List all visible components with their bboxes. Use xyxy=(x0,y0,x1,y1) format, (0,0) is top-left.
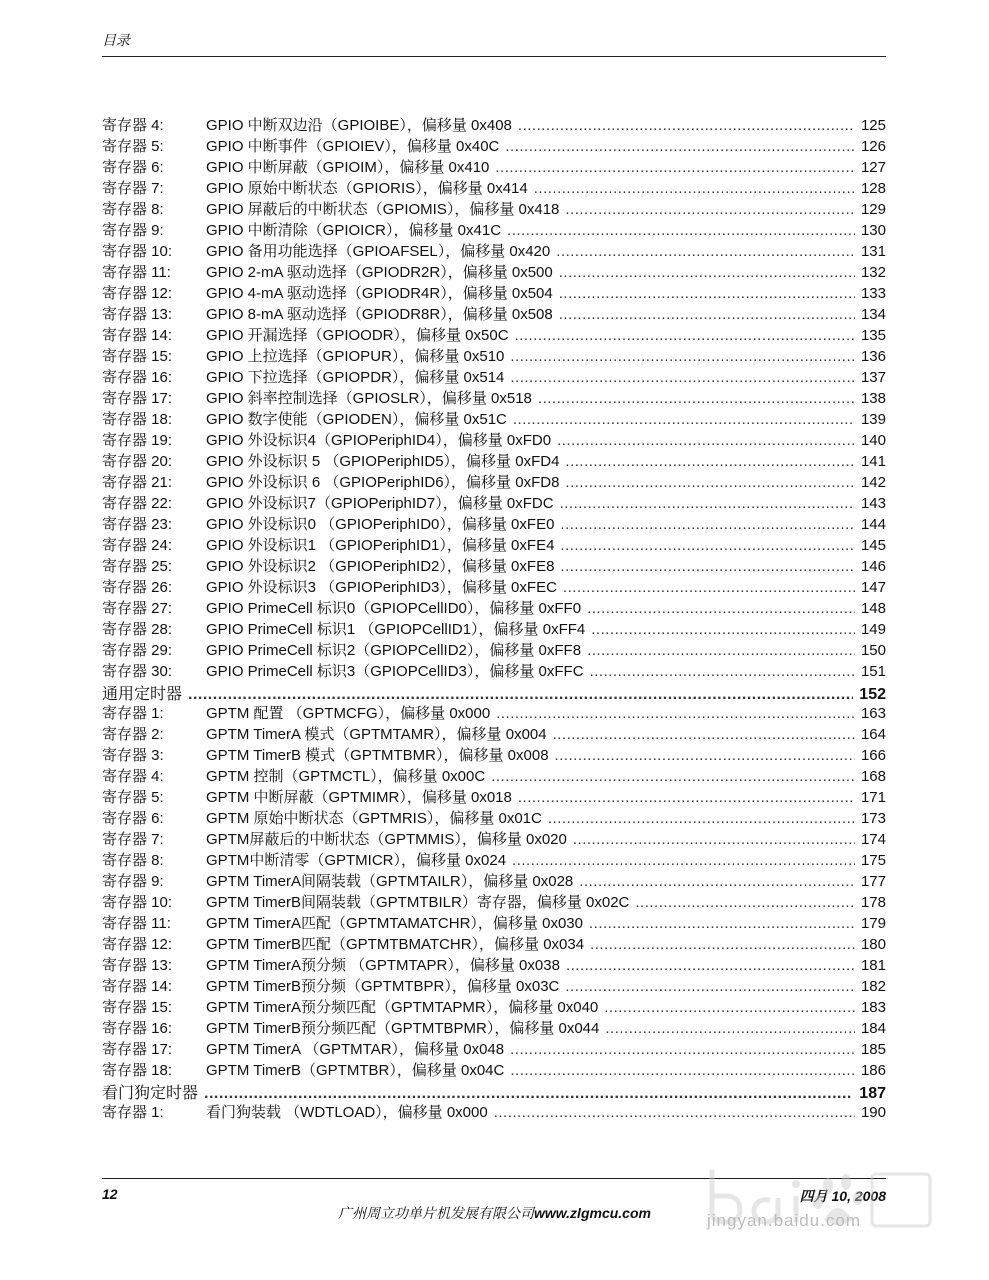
toc-entry-row[interactable] xyxy=(102,702,886,723)
toc-page-number: 186 xyxy=(860,1062,886,1079)
toc-leader-dots xyxy=(589,915,855,932)
toc-entry-title: GPIO 备用功能选择（GPIOAFSEL），偏移量 0x420 xyxy=(206,243,551,260)
toc-entry-title: GPIO 外设标识1 （GPIOPeriphID1），偏移量 0xFE4 xyxy=(206,537,555,554)
toc-page-number: 144 xyxy=(860,516,886,533)
toc-page-number: 146 xyxy=(860,558,886,575)
toc-entry-row[interactable] xyxy=(102,975,886,996)
toc-entry-title: GPTM TimerB预分频匹配（GPTMTBPMR），偏移量 0x044 xyxy=(206,1020,600,1037)
toc-entry-row[interactable] xyxy=(102,177,886,198)
toc-page-number: 187 xyxy=(859,1085,886,1102)
toc-entry-row[interactable] xyxy=(102,828,886,849)
footer-date: 四月 10, 2008 xyxy=(799,1188,886,1204)
toc-register-label: 寄存器 4: xyxy=(102,768,164,785)
toc-page-number: 190 xyxy=(860,1104,886,1121)
toc-leader-dots xyxy=(494,1104,855,1121)
toc-register-label: 寄存器 3: xyxy=(102,747,164,764)
toc-entry-title: GPIO 中断双边沿（GPIOIBE），偏移量 0x408 xyxy=(206,117,512,134)
toc-leader-dots xyxy=(565,453,855,470)
toc-leader-dots xyxy=(513,411,855,428)
toc-leader-dots xyxy=(553,726,855,743)
toc-entry-title: GPIO 外设标识 6 （GPIOPeriphID6），偏移量 0xFD8 xyxy=(206,474,560,491)
toc-entry-title: GPIO 斜率控制选择（GPIOSLR），偏移量 0x518 xyxy=(206,390,532,407)
toc-leader-dots xyxy=(538,390,855,407)
toc-entry-title: GPIO 2-mA 驱动选择（GPIODR2R），偏移量 0x500 xyxy=(206,264,553,281)
toc-entry-row[interactable] xyxy=(102,471,886,492)
toc-entry-row[interactable] xyxy=(102,618,886,639)
toc-leader-dots xyxy=(565,201,855,218)
toc-page-number: 149 xyxy=(860,621,886,638)
toc-entry-row[interactable] xyxy=(102,1017,886,1038)
toc-entry-title: GPIO 外设标识0 （GPIOPeriphID0），偏移量 0xFE0 xyxy=(206,516,555,533)
footer-publisher-name: 广州周立功单片机发展有限公司 xyxy=(338,1205,535,1221)
toc-leader-dots xyxy=(555,747,855,764)
toc-page-number: 137 xyxy=(860,369,886,386)
toc-entry-title: GPTM TimerA预分频 （GPTMTAPR），偏移量 0x038 xyxy=(206,957,560,974)
toc-page-number: 132 xyxy=(860,264,886,281)
toc-page-number: 135 xyxy=(860,327,886,344)
toc-entry-title: GPIO 中断屏蔽（GPIOIM），偏移量 0x410 xyxy=(206,159,490,176)
toc-register-label: 寄存器 23: xyxy=(102,516,173,533)
toc-entry-row[interactable] xyxy=(102,261,886,282)
toc-leader-dots xyxy=(510,348,855,365)
header-rule xyxy=(102,56,886,57)
toc-page-number: 171 xyxy=(860,789,886,806)
toc-page-number: 177 xyxy=(860,873,886,890)
toc-entry-row[interactable] xyxy=(102,513,886,534)
toc-register-label: 寄存器 21: xyxy=(102,474,173,491)
toc-entry-row[interactable] xyxy=(102,219,886,240)
toc-entry-title: GPTM TimerB预分频（GPTMTBPR），偏移量 0x03C xyxy=(206,978,560,995)
toc-entry-title: GPTM TimerA 模式（GPTMTAMR），偏移量 0x004 xyxy=(206,726,547,743)
toc-page-number: 127 xyxy=(860,159,886,176)
toc-entry-title: GPIO 数字使能（GPIODEN），偏移量 0x51C xyxy=(206,411,507,428)
toc-leader-dots xyxy=(605,1020,855,1037)
toc-leader-dots xyxy=(557,432,855,449)
toc-entry-row[interactable] xyxy=(102,954,886,975)
toc-page-number: 125 xyxy=(860,117,886,134)
toc-leader-dots xyxy=(587,600,855,617)
toc-entry-row[interactable] xyxy=(102,366,886,387)
toc-page-number: 143 xyxy=(860,495,886,512)
toc-register-label: 寄存器 13: xyxy=(102,306,173,323)
toc-register-label: 寄存器 30: xyxy=(102,663,173,680)
toc-entry-title: GPTM 中断屏蔽（GPTMIMR），偏移量 0x018 xyxy=(206,789,512,806)
toc-page-number: 139 xyxy=(860,411,886,428)
toc-entry-row[interactable] xyxy=(102,786,886,807)
toc-entry-title: GPIO PrimeCell 标识0（GPIOPCellID0），偏移量 0xFF0 xyxy=(206,600,582,617)
toc-entry-row[interactable] xyxy=(102,933,886,954)
baidu-watermark-logo xyxy=(700,1150,940,1250)
toc-entry-row[interactable] xyxy=(102,849,886,870)
toc-page-number: 164 xyxy=(860,726,886,743)
toc-page-number: 138 xyxy=(860,390,886,407)
toc-register-label: 寄存器 13: xyxy=(102,957,173,974)
toc-register-label: 寄存器 15: xyxy=(102,999,173,1016)
toc-leader-dots xyxy=(556,243,855,260)
toc-entry-row[interactable] xyxy=(102,114,886,135)
toc-register-label: 寄存器 7: xyxy=(102,831,164,848)
toc-entry-row[interactable] xyxy=(102,198,886,219)
toc-section-title: 看门狗定时器 xyxy=(102,1085,199,1102)
toc-entry-title: GPIO 开漏选择（GPIOODR），偏移量 0x50C xyxy=(206,327,509,344)
toc-entry-title: GPIO 屏蔽后的中断状态（GPIOMIS），偏移量 0x418 xyxy=(206,201,560,218)
toc-register-label: 寄存器 29: xyxy=(102,642,173,659)
toc-leader-dots xyxy=(604,999,855,1016)
toc-leader-dots xyxy=(495,159,855,176)
toc-entry-row[interactable] xyxy=(102,996,886,1017)
toc-entry-row[interactable] xyxy=(102,912,886,933)
toc-register-label: 寄存器 18: xyxy=(102,411,173,428)
toc-section-title: 通用定时器 xyxy=(102,686,183,703)
toc-entry-title: GPIO 4-mA 驱动选择（GPIODR4R），偏移量 0x504 xyxy=(206,285,553,302)
toc-entry-row[interactable] xyxy=(102,1059,886,1080)
toc-page-number: 152 xyxy=(859,686,886,703)
toc-register-label: 寄存器 22: xyxy=(102,495,173,512)
toc-entry-title: GPIO 外设标识3 （GPIOPeriphID3），偏移量 0xFEC xyxy=(206,579,557,596)
toc-leader-dots xyxy=(505,138,855,155)
page-header-title: 目录 xyxy=(102,32,130,48)
toc-entry-title: GPIO 外设标识2 （GPIOPeriphID2），偏移量 0xFE8 xyxy=(206,558,555,575)
toc-entry-row[interactable] xyxy=(102,387,886,408)
toc-entry-title: GPTM TimerB间隔装载（GPTMTBILR）寄存器，偏移量 0x02C xyxy=(206,894,630,911)
toc-leader-dots xyxy=(560,558,855,575)
toc-entry-title: GPTM TimerA预分频匹配（GPTMTAPMR），偏移量 0x040 xyxy=(206,999,599,1016)
toc-page-number: 128 xyxy=(860,180,886,197)
toc-entry-row[interactable] xyxy=(102,1038,886,1059)
toc-leader-dots xyxy=(560,495,855,512)
toc-leader-dots xyxy=(591,621,855,638)
toc-entry-title: GPIO 下拉选择（GPIOPDR），偏移量 0x514 xyxy=(206,369,505,386)
toc-leader-dots xyxy=(635,894,855,911)
toc-leader-dots xyxy=(518,789,855,806)
toc-register-label: 寄存器 4: xyxy=(102,117,164,134)
toc-entry-title: GPIO 原始中断状态（GPIORIS），偏移量 0x414 xyxy=(206,180,528,197)
toc-entry-title: GPTM 配置 （GPTMCFG），偏移量 0x000 xyxy=(206,705,491,722)
toc-entry-title: GPTM TimerA匹配（GPTMTAMATCHR），偏移量 0x030 xyxy=(206,915,583,932)
watermark-url: jingyan.baidu.com xyxy=(707,1211,862,1230)
toc-page-number: 145 xyxy=(860,537,886,554)
toc-leader-dots xyxy=(579,873,855,890)
toc-entry-row[interactable] xyxy=(102,450,886,471)
toc-register-label: 寄存器 10: xyxy=(102,243,173,260)
toc-entry-row[interactable] xyxy=(102,723,886,744)
toc-page-number: 184 xyxy=(860,1020,886,1037)
toc-leader-dots xyxy=(560,516,855,533)
toc-entry-title: GPIO 上拉选择（GPIOPUR），偏移量 0x510 xyxy=(206,348,505,365)
toc-entry-title: GPIO PrimeCell 标识1 （GPIOPCellID1），偏移量 0xFF4 xyxy=(206,621,586,638)
toc-register-label: 寄存器 1: xyxy=(102,1104,164,1121)
toc-register-label: 寄存器 5: xyxy=(102,138,164,155)
toc-register-label: 寄存器 20: xyxy=(102,453,173,470)
toc-page-number: 129 xyxy=(860,201,886,218)
toc-register-label: 寄存器 6: xyxy=(102,810,164,827)
toc-entry-row[interactable] xyxy=(102,1101,886,1122)
toc-register-label: 寄存器 16: xyxy=(102,369,173,386)
toc-page-number: 147 xyxy=(860,579,886,596)
toc-entry-row[interactable] xyxy=(102,345,886,366)
toc-entry-row[interactable] xyxy=(102,135,886,156)
toc-page-number: 148 xyxy=(860,600,886,617)
toc-entry-row[interactable] xyxy=(102,765,886,786)
toc-entry-row[interactable] xyxy=(102,324,886,345)
toc-entry-row[interactable] xyxy=(102,870,886,891)
footer-page-number: 12 xyxy=(102,1186,118,1202)
toc-register-label: 寄存器 18: xyxy=(102,1062,173,1079)
toc-section-row[interactable] xyxy=(102,681,886,702)
toc-leader-dots xyxy=(565,978,855,995)
toc-entry-title: GPTM屏蔽后的中断状态（GPTMMIS），偏移量 0x020 xyxy=(206,831,567,848)
toc-leader-dots xyxy=(565,474,855,491)
toc-page-number: 140 xyxy=(860,432,886,449)
toc-register-label: 寄存器 7: xyxy=(102,180,164,197)
toc-entry-row[interactable] xyxy=(102,891,886,912)
toc-entry-row[interactable] xyxy=(102,576,886,597)
toc-leader-dots xyxy=(496,705,855,722)
toc-page-number: 133 xyxy=(860,285,886,302)
toc-leader-dots xyxy=(590,936,855,953)
toc-entry-title: GPTM TimerA （GPTMTAR），偏移量 0x048 xyxy=(206,1041,505,1058)
toc-page-number: 180 xyxy=(860,936,886,953)
footer-website[interactable]: www.zlgmcu.com xyxy=(534,1205,651,1221)
toc-entry-title: GPIO 8-mA 驱动选择（GPIODR8R），偏移量 0x508 xyxy=(206,306,553,323)
toc-page-number: 126 xyxy=(860,138,886,155)
toc-entry-title: GPIO 中断事件（GPIOIEV），偏移量 0x40C xyxy=(206,138,500,155)
toc-entry-row[interactable] xyxy=(102,555,886,576)
toc-page-number: 175 xyxy=(860,852,886,869)
toc-register-label: 寄存器 26: xyxy=(102,579,173,596)
toc-entry-row[interactable] xyxy=(102,429,886,450)
toc-page-number: 142 xyxy=(860,474,886,491)
toc-leader-dots xyxy=(548,810,855,827)
toc-entry-title: GPIO 外设标识7（GPIOPeriphID7），偏移量 0xFDC xyxy=(206,495,554,512)
toc-register-label: 寄存器 17: xyxy=(102,390,173,407)
toc-section-row[interactable] xyxy=(102,1080,886,1101)
toc-page-number: 136 xyxy=(860,348,886,365)
table-of-contents xyxy=(102,114,886,1122)
toc-register-label: 寄存器 12: xyxy=(102,285,173,302)
toc-leader-dots xyxy=(566,957,855,974)
toc-entry-row[interactable] xyxy=(102,660,886,681)
toc-entry-title: GPTM TimerB（GPTMTBR），偏移量 0x04C xyxy=(206,1062,505,1079)
toc-page-number: 185 xyxy=(860,1041,886,1058)
toc-entry-title: GPTM TimerB 模式（GPTMTBMR），偏移量 0x008 xyxy=(206,747,549,764)
toc-entry-title: GPIO 外设标识4（GPIOPeriphID4），偏移量 0xFD0 xyxy=(206,432,552,449)
toc-leader-dots xyxy=(491,768,855,785)
toc-page-number: 183 xyxy=(860,999,886,1016)
toc-leader-dots xyxy=(590,663,855,680)
toc-entry-title: GPIO PrimeCell 标识3（GPIOPCellID3），偏移量 0xFFC xyxy=(206,663,584,680)
toc-leader-dots xyxy=(534,180,855,197)
toc-register-label: 寄存器 16: xyxy=(102,1020,173,1037)
toc-leader-dots xyxy=(512,852,855,869)
toc-page-number: 151 xyxy=(860,663,886,680)
toc-leader-dots xyxy=(573,831,855,848)
toc-leader-dots xyxy=(559,306,855,323)
toc-register-label: 寄存器 2: xyxy=(102,726,164,743)
toc-register-label: 寄存器 5: xyxy=(102,789,164,806)
toc-register-label: 寄存器 14: xyxy=(102,978,173,995)
toc-leader-dots xyxy=(559,285,855,302)
toc-entry-title: GPTM中断清零（GPTMICR），偏移量 0x024 xyxy=(206,852,507,869)
toc-page-number: 181 xyxy=(860,957,886,974)
toc-page-number: 173 xyxy=(860,810,886,827)
toc-page-number: 168 xyxy=(860,768,886,785)
toc-page-number: 166 xyxy=(860,747,886,764)
toc-entry-row[interactable] xyxy=(102,282,886,303)
toc-leader-dots xyxy=(587,642,855,659)
toc-register-label: 寄存器 28: xyxy=(102,621,173,638)
toc-page-number: 130 xyxy=(860,222,886,239)
toc-leader-dots xyxy=(510,1062,855,1079)
toc-page-number: 150 xyxy=(860,642,886,659)
toc-entry-row[interactable] xyxy=(102,156,886,177)
toc-entry-title: 看门狗装载 （WDTLOAD），偏移量 0x000 xyxy=(206,1104,488,1121)
toc-entry-row[interactable] xyxy=(102,744,886,765)
toc-register-label: 寄存器 11: xyxy=(102,264,171,281)
toc-register-label: 寄存器 9: xyxy=(102,873,164,890)
toc-leader-dots xyxy=(510,1041,855,1058)
toc-register-label: 寄存器 8: xyxy=(102,201,164,218)
toc-page-number: 131 xyxy=(860,243,886,260)
toc-entry-row[interactable] xyxy=(102,240,886,261)
toc-entry-row[interactable] xyxy=(102,597,886,618)
toc-register-label: 寄存器 6: xyxy=(102,159,164,176)
toc-leader-dots xyxy=(559,264,855,281)
toc-leader-dots xyxy=(563,579,855,596)
toc-leader-dots xyxy=(510,369,855,386)
toc-entry-row[interactable] xyxy=(102,408,886,429)
toc-register-label: 寄存器 15: xyxy=(102,348,173,365)
toc-entry-title: GPIO 外设标识 5 （GPIOPeriphID5），偏移量 0xFD4 xyxy=(206,453,560,470)
toc-leader-dots xyxy=(560,537,855,554)
toc-register-label: 寄存器 25: xyxy=(102,558,173,575)
toc-entry-row[interactable] xyxy=(102,492,886,513)
toc-leader-dots xyxy=(515,327,855,344)
toc-entry-title: GPIO 中断清除（GPIOICR），偏移量 0x41C xyxy=(206,222,502,239)
toc-page-number: 163 xyxy=(860,705,886,722)
toc-entry-row[interactable] xyxy=(102,534,886,555)
toc-register-label: 寄存器 27: xyxy=(102,600,173,617)
toc-entry-row[interactable] xyxy=(102,807,886,828)
toc-page-number: 182 xyxy=(860,978,886,995)
toc-register-label: 寄存器 1: xyxy=(102,705,164,722)
toc-leader-dots xyxy=(518,117,855,134)
toc-page-number: 174 xyxy=(860,831,886,848)
toc-register-label: 寄存器 19: xyxy=(102,432,173,449)
toc-entry-row[interactable] xyxy=(102,303,886,324)
toc-register-label: 寄存器 9: xyxy=(102,222,164,239)
toc-register-label: 寄存器 17: xyxy=(102,1041,173,1058)
toc-entry-title: GPIO PrimeCell 标识2（GPIOPCellID2），偏移量 0xFF8 xyxy=(206,642,582,659)
toc-entry-title: GPTM 原始中断状态（GPTMRIS），偏移量 0x01C xyxy=(206,810,542,827)
toc-register-label: 寄存器 11: xyxy=(102,915,171,932)
toc-register-label: 寄存器 14: xyxy=(102,327,173,344)
toc-register-label: 寄存器 8: xyxy=(102,852,164,869)
toc-page-number: 179 xyxy=(860,915,886,932)
toc-page-number: 134 xyxy=(860,306,886,323)
toc-register-label: 寄存器 10: xyxy=(102,894,173,911)
toc-entry-row[interactable] xyxy=(102,639,886,660)
toc-register-label: 寄存器 12: xyxy=(102,936,173,953)
toc-entry-title: GPTM TimerB匹配（GPTMTBMATCHR），偏移量 0x034 xyxy=(206,936,585,953)
toc-entry-title: GPTM TimerA间隔装载（GPTMTAILR），偏移量 0x028 xyxy=(206,873,574,890)
toc-page-number: 178 xyxy=(860,894,886,911)
toc-page-number: 141 xyxy=(860,453,886,470)
toc-entry-title: GPTM 控制（GPTMCTL），偏移量 0x00C xyxy=(206,768,486,785)
toc-register-label: 寄存器 24: xyxy=(102,537,173,554)
toc-leader-dots xyxy=(507,222,855,239)
